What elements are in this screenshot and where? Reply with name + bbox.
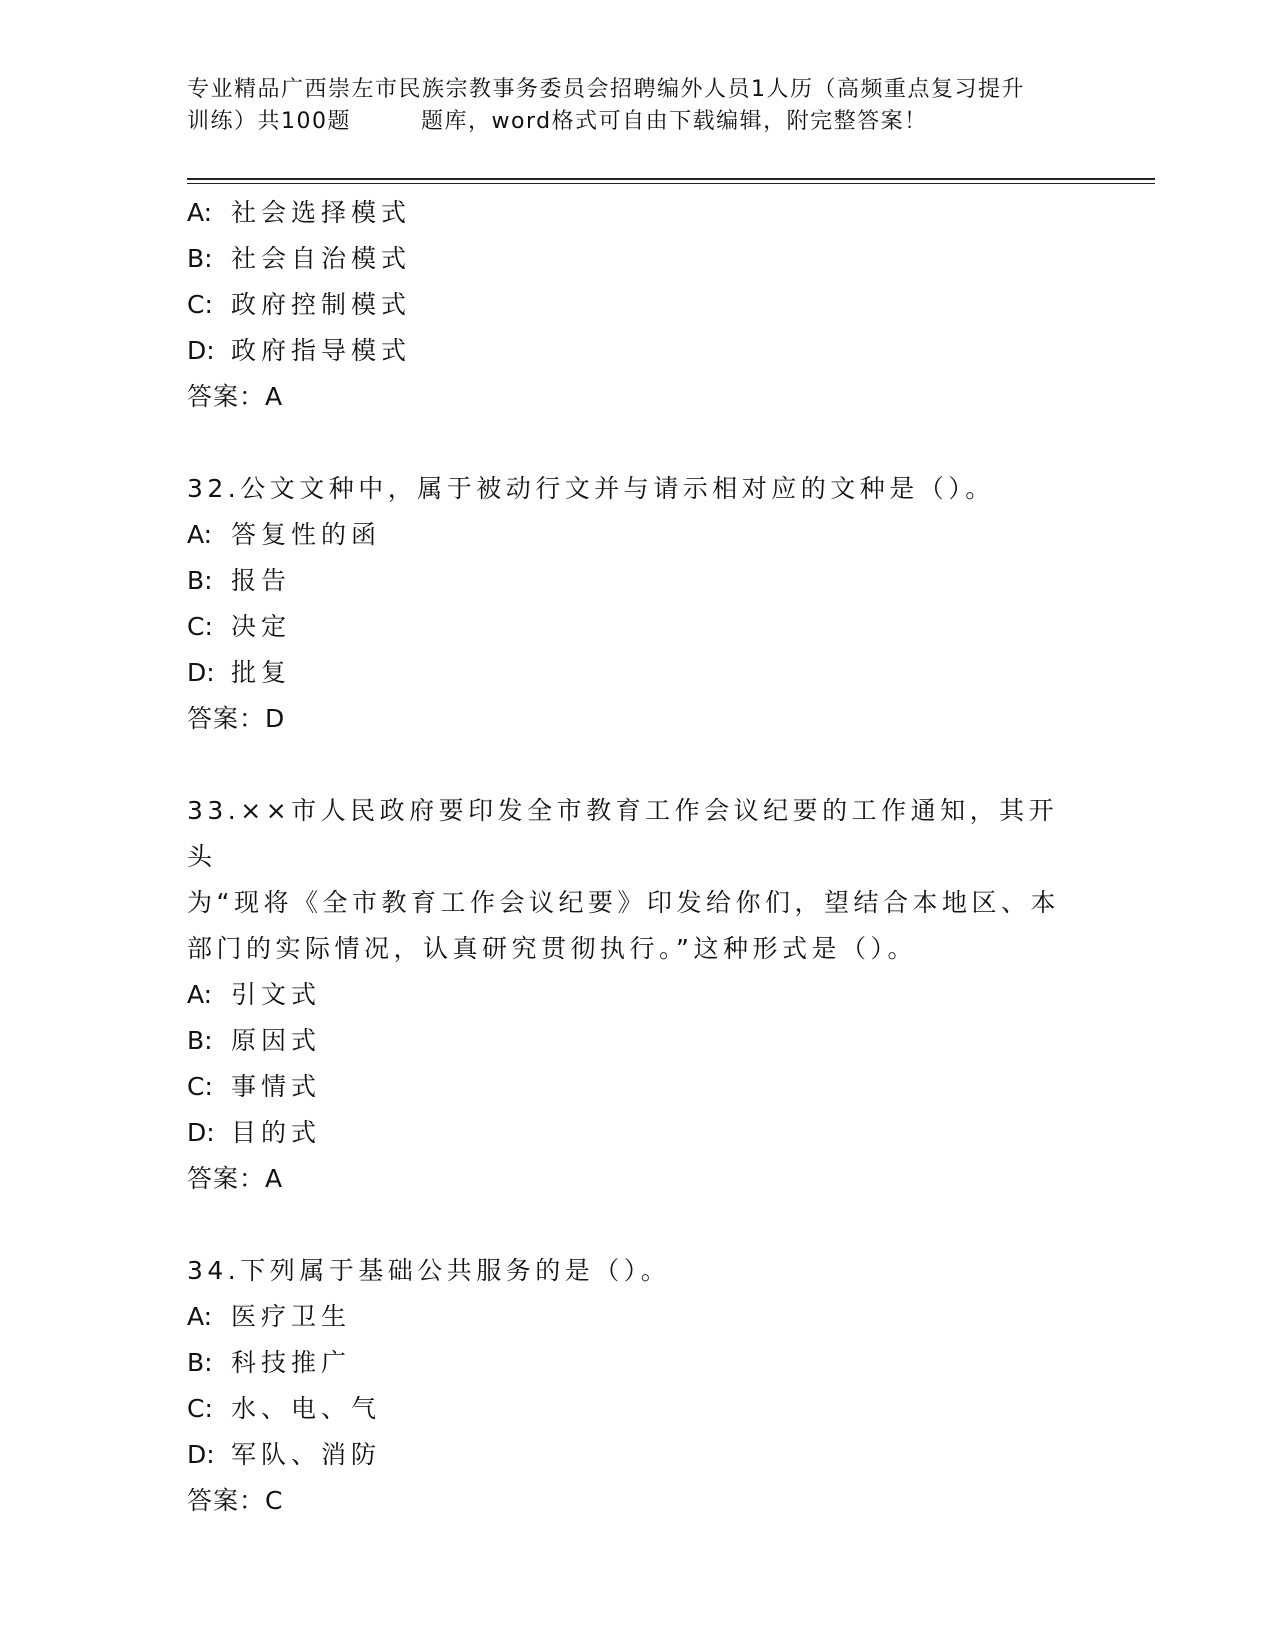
option-a [187,972,1087,1018]
option-d [187,650,1087,696]
option-key: A: [187,1302,213,1331]
option-key: D: [187,1440,215,1469]
option-text: 引文式 [231,980,322,1009]
option-a [187,190,1087,236]
option-text: 事情式 [231,1072,322,1101]
option-c [187,282,1087,328]
option-text: 科技推广 [231,1348,352,1377]
question-list [187,190,1087,1524]
answer: 答案：C [187,1486,284,1515]
option-text: 政府指导模式 [231,336,412,365]
option-key: D: [187,658,215,687]
option-key: B: [187,1348,213,1377]
header-divider-thin [187,183,1155,184]
option-key: C: [187,290,213,319]
option-text: 军队、消防 [231,1440,382,1469]
header-line-2-right: 题库，word格式可自由下载编辑，附完整答案！ [421,109,928,134]
question-stem-line-2: 为“现将《全市教育工作会议纪要》印发给你们，望结合本地区、本 [187,888,1060,917]
question-stem: 34.下列属于基础公共服务的是（）。 [187,1256,671,1285]
option-key: D: [187,336,215,365]
header-line-1: 专业精品广西崇左市民族宗教事务委员会招聘编外人员1人历（高频重点复习提升 [187,77,1025,102]
option-text: 目的式 [231,1118,322,1147]
option-b [187,558,1087,604]
option-b [187,236,1087,282]
option-a [187,512,1087,558]
option-text: 政府控制模式 [231,290,412,319]
question-stem-line-3: 部门的实际情况，认真研究贯彻执行。”这种形式是（）。 [187,934,917,963]
option-c [187,1064,1087,1110]
answer: 答案：A [187,382,284,411]
answer: 答案：A [187,1164,284,1193]
option-a [187,1294,1087,1340]
option-key: C: [187,1394,213,1423]
option-text: 报告 [231,566,292,595]
option-b [187,1018,1087,1064]
option-key: C: [187,612,213,641]
question-34 [187,1248,1087,1524]
option-text: 社会自治模式 [231,244,412,273]
option-d [187,1110,1087,1156]
option-key: A: [187,198,213,227]
option-text: 原因式 [231,1026,322,1055]
question-31 [187,190,1087,420]
option-c [187,1386,1087,1432]
option-d [187,1432,1087,1478]
option-key: D: [187,1118,215,1147]
option-key: B: [187,1026,213,1055]
option-key: A: [187,980,213,1009]
question-stem: 32.公文文种中，属于被动行文并与请示相对应的文种是（）。 [187,474,995,503]
option-key: C: [187,1072,213,1101]
option-key: A: [187,520,213,549]
header-line-2-left: 训练）共100题 [187,109,351,134]
option-key: B: [187,244,213,273]
option-text: 水、电、气 [231,1394,382,1423]
header-line-2 [187,106,1087,138]
question-stem-line-1: 33.××市人民政府要印发全市教育工作会议纪要的工作通知，其开头 [187,796,1059,871]
option-text: 社会选择模式 [231,198,412,227]
option-d [187,328,1087,374]
question-32 [187,466,1087,742]
question-33 [187,788,1087,1202]
header-divider-thick [187,178,1155,180]
option-c [187,604,1087,650]
document-header [187,74,1087,138]
option-key: B: [187,566,213,595]
option-text: 决定 [231,612,292,641]
option-text: 医疗卫生 [231,1302,352,1331]
option-text: 批复 [231,658,292,687]
option-text: 答复性的函 [231,520,382,549]
answer: 答案：D [187,704,286,733]
option-b [187,1340,1087,1386]
